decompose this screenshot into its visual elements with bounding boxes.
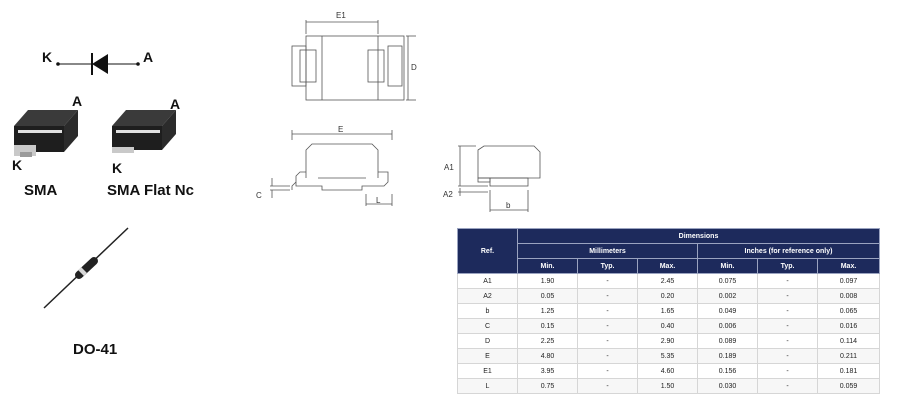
value-cell: -	[578, 364, 638, 379]
value-cell: 4.80	[518, 349, 578, 364]
inches-header: Inches (for reference only)	[698, 244, 880, 259]
millimeters-header: Millimeters	[518, 244, 698, 259]
do41-package-image	[44, 228, 128, 308]
value-cell: 0.049	[698, 304, 758, 319]
table-row	[458, 349, 880, 364]
symbol-cathode-label: K	[42, 49, 53, 65]
ref-cell: C	[458, 319, 518, 334]
sma-flat-anode-label: A	[170, 96, 181, 112]
value-cell: 0.156	[698, 364, 758, 379]
value-cell: -	[578, 349, 638, 364]
table-row	[458, 304, 880, 319]
value-cell: -	[758, 304, 818, 319]
value-cell: 0.181	[818, 364, 880, 379]
value-cell: 3.95	[518, 364, 578, 379]
ref-cell: A1	[458, 274, 518, 289]
value-cell: 2.45	[638, 274, 698, 289]
symbol-anode-label: A	[143, 49, 154, 65]
dim-a2-label: A2	[443, 190, 453, 199]
value-cell: 0.002	[698, 289, 758, 304]
dim-a1-label: A1	[444, 163, 454, 172]
dim-l-label: L	[376, 196, 381, 205]
value-cell: -	[758, 319, 818, 334]
value-cell: 0.006	[698, 319, 758, 334]
value-cell: 1.65	[638, 304, 698, 319]
dim-c-label: C	[256, 191, 262, 200]
ref-cell: b	[458, 304, 518, 319]
diode-symbol	[56, 53, 140, 75]
value-cell: 1.90	[518, 274, 578, 289]
ref-header: Ref.	[458, 229, 518, 274]
value-cell: -	[578, 334, 638, 349]
do41-package-label: DO-41	[73, 341, 118, 358]
ref-cell: E1	[458, 364, 518, 379]
dim-e-label: E	[338, 125, 344, 134]
sma-flat-cathode-label: K	[112, 160, 123, 176]
dim-d-label: D	[411, 63, 417, 72]
value-cell: 4.60	[638, 364, 698, 379]
in-max-header: Max.	[818, 259, 880, 274]
front-view-outline	[270, 130, 392, 206]
ref-cell: A2	[458, 289, 518, 304]
value-cell: 1.50	[638, 379, 698, 394]
value-cell: 2.25	[518, 334, 578, 349]
table-row	[458, 364, 880, 379]
ref-cell: E	[458, 349, 518, 364]
value-cell: -	[758, 289, 818, 304]
ref-cell: D	[458, 334, 518, 349]
value-cell: -	[758, 364, 818, 379]
sma-anode-label: A	[72, 93, 83, 109]
ref-cell: L	[458, 379, 518, 394]
in-min-header: Min.	[698, 259, 758, 274]
sma-cathode-label: K	[12, 157, 23, 173]
value-cell: -	[578, 274, 638, 289]
value-cell: -	[578, 289, 638, 304]
value-cell: -	[578, 319, 638, 334]
value-cell: 0.189	[698, 349, 758, 364]
value-cell: 0.05	[518, 289, 578, 304]
dimensions-table	[457, 228, 880, 394]
table-row	[458, 289, 880, 304]
dimensions-table-body	[458, 274, 880, 394]
in-typ-header: Typ.	[758, 259, 818, 274]
mm-max-header: Max.	[638, 259, 698, 274]
value-cell: -	[758, 349, 818, 364]
value-cell: -	[758, 274, 818, 289]
value-cell: 0.097	[818, 274, 880, 289]
value-cell: 0.211	[818, 349, 880, 364]
value-cell: 0.008	[818, 289, 880, 304]
value-cell: 0.20	[638, 289, 698, 304]
value-cell: 0.065	[818, 304, 880, 319]
side-view-outline	[458, 146, 540, 212]
sma-flat-package-image	[112, 110, 176, 153]
table-row	[458, 274, 880, 289]
value-cell: -	[758, 379, 818, 394]
dim-e1-label: E1	[336, 11, 346, 20]
value-cell: 0.75	[518, 379, 578, 394]
value-cell: 5.35	[638, 349, 698, 364]
value-cell: -	[578, 379, 638, 394]
table-row	[458, 379, 880, 394]
value-cell: 1.25	[518, 304, 578, 319]
value-cell: 0.016	[818, 319, 880, 334]
value-cell: 0.089	[698, 334, 758, 349]
sma-package-image	[14, 110, 78, 157]
value-cell: 0.40	[638, 319, 698, 334]
mm-typ-header: Typ.	[578, 259, 638, 274]
value-cell: -	[758, 334, 818, 349]
value-cell: 0.030	[698, 379, 758, 394]
sma-package-label: SMA	[24, 182, 58, 199]
sma-flat-package-label: SMA Flat Nc	[107, 182, 194, 199]
value-cell: 0.114	[818, 334, 880, 349]
value-cell: 0.059	[818, 379, 880, 394]
dim-b-label: b	[506, 201, 511, 210]
mm-min-header: Min.	[518, 259, 578, 274]
dimensions-header: Dimensions	[518, 229, 880, 244]
value-cell: 2.90	[638, 334, 698, 349]
value-cell: 0.15	[518, 319, 578, 334]
diode-triangle-icon	[92, 54, 108, 74]
value-cell: -	[578, 304, 638, 319]
top-view-outline	[292, 20, 416, 100]
table-row	[458, 334, 880, 349]
table-row	[458, 319, 880, 334]
value-cell: 0.075	[698, 274, 758, 289]
